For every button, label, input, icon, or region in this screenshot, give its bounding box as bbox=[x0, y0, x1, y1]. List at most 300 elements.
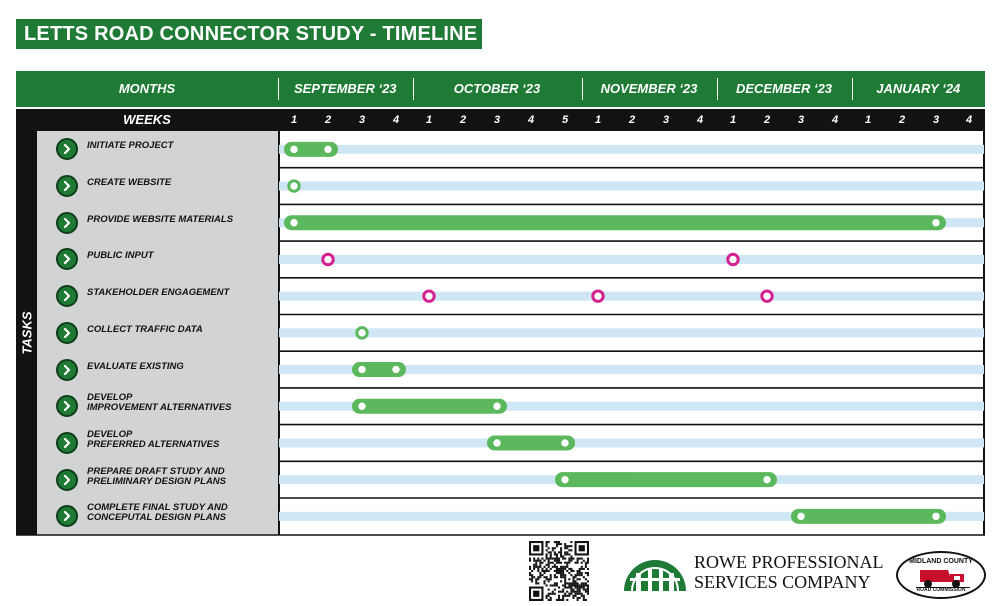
task-row bbox=[37, 315, 278, 352]
task-name bbox=[87, 251, 275, 261]
qr-module bbox=[577, 591, 579, 593]
qr-module bbox=[562, 584, 564, 586]
qr-module bbox=[535, 562, 537, 564]
qr-module bbox=[562, 595, 564, 597]
qr-module bbox=[566, 582, 568, 584]
qr-module bbox=[585, 591, 587, 593]
qr-module bbox=[583, 589, 585, 591]
qr-module bbox=[572, 589, 574, 591]
qr-code-icon bbox=[529, 541, 589, 601]
qr-module bbox=[568, 587, 570, 589]
qr-module bbox=[564, 587, 566, 589]
qr-module bbox=[587, 593, 589, 595]
task-name-line: PROVIDE WEBSITE MATERIALS bbox=[87, 213, 234, 225]
qr-module bbox=[568, 560, 570, 562]
qr-module bbox=[548, 560, 550, 562]
qr-module bbox=[558, 568, 560, 570]
qr-module bbox=[570, 591, 572, 593]
qr-module bbox=[558, 587, 560, 589]
week-label: 3 bbox=[493, 114, 501, 126]
chevron-right-icon bbox=[56, 248, 78, 270]
chevron-right-icon bbox=[56, 175, 78, 197]
chevron-right-icon bbox=[56, 395, 78, 417]
task-name-line: PREFERRED ALTERNATIVES bbox=[87, 438, 220, 450]
week-label: 2 bbox=[628, 114, 636, 126]
qr-module bbox=[572, 584, 574, 586]
qr-module bbox=[556, 576, 558, 578]
qr-module bbox=[558, 572, 560, 574]
qr-module bbox=[583, 560, 585, 562]
chevron-right-icon bbox=[56, 285, 78, 307]
month-divider bbox=[582, 78, 583, 100]
qr-module bbox=[546, 564, 548, 566]
qr-module bbox=[579, 558, 581, 560]
qr-module bbox=[554, 551, 556, 553]
qr-module bbox=[554, 560, 556, 562]
qr-module bbox=[554, 541, 556, 543]
task-name-line: PUBLIC INPUT bbox=[87, 250, 154, 262]
qr-module bbox=[548, 547, 550, 549]
qr-module bbox=[572, 576, 574, 578]
chevron-right-icon bbox=[56, 322, 78, 344]
qr-module bbox=[575, 576, 577, 578]
qr-module bbox=[568, 558, 570, 560]
qr-module bbox=[566, 595, 568, 597]
qr-module bbox=[562, 566, 564, 568]
qr-module bbox=[562, 589, 564, 591]
qr-module bbox=[554, 582, 556, 584]
qr-module bbox=[581, 582, 583, 584]
week-label: 1 bbox=[290, 114, 298, 126]
qr-module bbox=[583, 597, 585, 599]
qr-module bbox=[554, 593, 556, 595]
qr-module bbox=[546, 553, 548, 555]
page-title: LETTS ROAD CONNECTOR STUDY - TIMELINE bbox=[16, 19, 482, 49]
qr-module bbox=[535, 580, 537, 582]
qr-module bbox=[558, 570, 560, 572]
qr-module bbox=[548, 541, 550, 543]
qr-module bbox=[585, 566, 587, 568]
qr-module bbox=[572, 570, 574, 572]
qr-module bbox=[533, 576, 535, 578]
chevron-right-icon bbox=[56, 432, 78, 454]
qr-module bbox=[585, 584, 587, 586]
qr-module bbox=[543, 560, 545, 562]
qr-module bbox=[566, 545, 568, 547]
task-name-line: COLLECT TRAFFIC DATA bbox=[87, 323, 203, 335]
task-row bbox=[37, 204, 278, 241]
qr-module bbox=[575, 574, 577, 576]
qr-module bbox=[581, 587, 583, 589]
qr-module bbox=[554, 584, 556, 586]
qr-module bbox=[587, 568, 589, 570]
task-name bbox=[87, 178, 275, 188]
task-name bbox=[87, 288, 275, 298]
qr-module bbox=[585, 562, 587, 564]
week-label: 4 bbox=[831, 114, 839, 126]
qr-module bbox=[587, 580, 589, 582]
task-row bbox=[37, 241, 278, 278]
chevron-right-icon bbox=[56, 469, 78, 491]
month-label: DECEMBER ‘23 bbox=[735, 81, 833, 96]
qr-module bbox=[529, 572, 531, 574]
midland-county-logo bbox=[896, 551, 986, 599]
task-name-line: EVALUATE EXISTING bbox=[87, 360, 184, 372]
qr-module bbox=[577, 558, 579, 560]
task-name bbox=[87, 503, 275, 523]
week-label: 1 bbox=[594, 114, 602, 126]
qr-module bbox=[579, 593, 581, 595]
month-divider bbox=[413, 78, 414, 100]
qr-module bbox=[583, 576, 585, 578]
qr-module bbox=[577, 597, 579, 599]
qr-module bbox=[550, 568, 552, 570]
qr-module bbox=[564, 576, 566, 578]
qr-module bbox=[570, 570, 572, 572]
qr-module bbox=[581, 574, 583, 576]
qr-module bbox=[583, 587, 585, 589]
qr-module bbox=[558, 558, 560, 560]
qr-module bbox=[577, 578, 579, 580]
qr-module bbox=[564, 580, 566, 582]
qr-module bbox=[554, 558, 556, 560]
qr-module bbox=[556, 570, 558, 572]
qr-module bbox=[581, 572, 583, 574]
qr-module bbox=[566, 566, 568, 568]
qr-module bbox=[572, 591, 574, 593]
qr-module bbox=[566, 564, 568, 566]
task-name bbox=[87, 215, 275, 225]
qr-module bbox=[579, 589, 581, 591]
week-label: 4 bbox=[696, 114, 704, 126]
qr-module bbox=[570, 582, 572, 584]
qr-module bbox=[579, 587, 581, 589]
qr-module bbox=[579, 591, 581, 593]
qr-module bbox=[564, 595, 566, 597]
qr-module bbox=[568, 572, 570, 574]
qr-finder-core bbox=[579, 545, 585, 551]
qr-module bbox=[552, 549, 554, 551]
qr-module bbox=[537, 578, 539, 580]
qr-module bbox=[560, 547, 562, 549]
qr-module bbox=[543, 582, 545, 584]
task-row bbox=[37, 425, 278, 462]
task-name-line: PRELIMINARY DESIGN PLANS bbox=[87, 475, 227, 487]
qr-module bbox=[579, 568, 581, 570]
months-heading: MONTHS bbox=[118, 81, 176, 96]
qr-module bbox=[552, 593, 554, 595]
qr-module bbox=[550, 584, 552, 586]
qr-module bbox=[562, 555, 564, 557]
qr-module bbox=[560, 566, 562, 568]
task-name-line: DEVELOP bbox=[87, 428, 133, 440]
qr-module bbox=[541, 574, 543, 576]
qr-module bbox=[570, 574, 572, 576]
qr-module bbox=[575, 587, 577, 589]
qr-module bbox=[570, 584, 572, 586]
qr-module bbox=[564, 547, 566, 549]
qr-module bbox=[579, 570, 581, 572]
qr-module bbox=[550, 597, 552, 599]
qr-module bbox=[558, 599, 560, 601]
midland-top-text: MIDLAND COUNTY bbox=[909, 558, 973, 565]
qr-module bbox=[550, 574, 552, 576]
qr-module bbox=[562, 570, 564, 572]
qr-module bbox=[529, 568, 531, 570]
task-name bbox=[87, 430, 275, 450]
qr-module bbox=[587, 589, 589, 591]
qr-module bbox=[533, 564, 535, 566]
qr-module bbox=[533, 560, 535, 562]
qr-module bbox=[535, 582, 537, 584]
qr-module bbox=[546, 568, 548, 570]
chevron-right-icon bbox=[56, 359, 78, 381]
qr-module bbox=[539, 566, 541, 568]
qr-module bbox=[585, 589, 587, 591]
qr-module bbox=[575, 580, 577, 582]
qr-module bbox=[579, 578, 581, 580]
month-label: SEPTEMBER ‘23 bbox=[293, 81, 397, 96]
qr-module bbox=[535, 578, 537, 580]
qr-module bbox=[575, 595, 577, 597]
week-label: 2 bbox=[898, 114, 906, 126]
qr-module bbox=[556, 584, 558, 586]
qr-module bbox=[554, 553, 556, 555]
qr-module bbox=[579, 574, 581, 576]
qr-module bbox=[564, 543, 566, 545]
weeks-heading: WEEKS bbox=[123, 112, 171, 127]
qr-module bbox=[558, 562, 560, 564]
qr-module bbox=[556, 553, 558, 555]
qr-module bbox=[587, 587, 589, 589]
qr-module bbox=[546, 576, 548, 578]
qr-module bbox=[570, 568, 572, 570]
qr-module bbox=[581, 584, 583, 586]
qr-module bbox=[556, 568, 558, 570]
weeks-header bbox=[16, 109, 985, 131]
qr-module bbox=[539, 560, 541, 562]
qr-module bbox=[564, 568, 566, 570]
qr-module bbox=[575, 582, 577, 584]
qr-module bbox=[577, 593, 579, 595]
qr-module bbox=[546, 549, 548, 551]
qr-module bbox=[564, 574, 566, 576]
task-name-line: DEVELOP bbox=[87, 392, 133, 404]
qr-module bbox=[585, 599, 587, 601]
qr-module bbox=[560, 580, 562, 582]
qr-module bbox=[587, 574, 589, 576]
qr-module bbox=[548, 551, 550, 553]
qr-module bbox=[560, 562, 562, 564]
qr-module bbox=[570, 589, 572, 591]
qr-module bbox=[581, 562, 583, 564]
qr-module bbox=[556, 555, 558, 557]
qr-module bbox=[548, 580, 550, 582]
months-header bbox=[16, 71, 985, 107]
qr-module bbox=[531, 574, 533, 576]
qr-module bbox=[566, 591, 568, 593]
qr-module bbox=[554, 564, 556, 566]
qr-module bbox=[548, 564, 550, 566]
qr-module bbox=[570, 558, 572, 560]
qr-module bbox=[577, 587, 579, 589]
qr-module bbox=[572, 580, 574, 582]
qr-module bbox=[577, 572, 579, 574]
qr-module bbox=[531, 570, 533, 572]
qr-module bbox=[556, 560, 558, 562]
qr-module bbox=[570, 587, 572, 589]
qr-module bbox=[572, 597, 574, 599]
qr-module bbox=[529, 578, 531, 580]
qr-module bbox=[577, 599, 579, 601]
chevron-right-icon bbox=[56, 505, 78, 527]
qr-module bbox=[550, 558, 552, 560]
qr-module bbox=[558, 543, 560, 545]
week-label: 2 bbox=[459, 114, 467, 126]
week-label: 2 bbox=[763, 114, 771, 126]
qr-module bbox=[581, 566, 583, 568]
qr-module bbox=[552, 566, 554, 568]
qr-module bbox=[575, 591, 577, 593]
qr-module bbox=[529, 560, 531, 562]
qr-module bbox=[568, 595, 570, 597]
qr-module bbox=[554, 574, 556, 576]
qr-module bbox=[556, 541, 558, 543]
qr-module bbox=[572, 558, 574, 560]
task-name bbox=[87, 141, 275, 151]
qr-module bbox=[570, 593, 572, 595]
qr-module bbox=[550, 555, 552, 557]
qr-module bbox=[566, 587, 568, 589]
qr-module bbox=[546, 541, 548, 543]
task-name bbox=[87, 467, 275, 487]
task-row bbox=[37, 351, 278, 388]
qr-module bbox=[568, 584, 570, 586]
qr-module bbox=[558, 551, 560, 553]
month-label: OCTOBER ‘23 bbox=[453, 81, 541, 96]
qr-module bbox=[539, 572, 541, 574]
task-name-line: INITIATE PROJECT bbox=[87, 140, 174, 152]
qr-module bbox=[566, 551, 568, 553]
qr-module bbox=[572, 578, 574, 580]
qr-module bbox=[566, 570, 568, 572]
qr-module bbox=[562, 591, 564, 593]
qr-module bbox=[560, 543, 562, 545]
qr-module bbox=[550, 599, 552, 601]
task-row bbox=[37, 168, 278, 205]
qr-module bbox=[533, 568, 535, 570]
qr-module bbox=[579, 584, 581, 586]
qr-module bbox=[583, 595, 585, 597]
qr-module bbox=[558, 595, 560, 597]
qr-module bbox=[535, 560, 537, 562]
task-row bbox=[37, 388, 278, 425]
qr-module bbox=[560, 555, 562, 557]
week-label: 4 bbox=[392, 114, 400, 126]
tasks-side-label: TASKS bbox=[19, 311, 34, 355]
qr-module bbox=[537, 558, 539, 560]
qr-module bbox=[568, 553, 570, 555]
qr-module bbox=[539, 562, 541, 564]
qr-module bbox=[562, 576, 564, 578]
week-label: 3 bbox=[662, 114, 670, 126]
chevron-right-icon bbox=[56, 212, 78, 234]
qr-module bbox=[560, 599, 562, 601]
qr-module bbox=[554, 589, 556, 591]
task-list-panel bbox=[37, 131, 278, 535]
qr-module bbox=[564, 566, 566, 568]
week-label: 5 bbox=[561, 114, 569, 126]
qr-module bbox=[537, 566, 539, 568]
qr-module bbox=[550, 551, 552, 553]
qr-module bbox=[570, 549, 572, 551]
qr-module bbox=[541, 562, 543, 564]
rowe-logo-icon bbox=[622, 551, 688, 593]
qr-module bbox=[570, 560, 572, 562]
qr-module bbox=[564, 578, 566, 580]
qr-module bbox=[564, 593, 566, 595]
task-name-line: COMPLETE FINAL STUDY AND bbox=[87, 502, 228, 514]
qr-module bbox=[550, 593, 552, 595]
week-label: 3 bbox=[932, 114, 940, 126]
qr-module bbox=[548, 589, 550, 591]
midland-bottom-text: ROAD COMMISSION bbox=[916, 587, 966, 593]
qr-module bbox=[564, 582, 566, 584]
qr-module bbox=[552, 547, 554, 549]
qr-module bbox=[585, 578, 587, 580]
qr-module bbox=[577, 562, 579, 564]
qr-module bbox=[566, 562, 568, 564]
qr-module bbox=[537, 582, 539, 584]
qr-module bbox=[556, 543, 558, 545]
tasks-side-bar bbox=[16, 131, 37, 535]
qr-module bbox=[564, 558, 566, 560]
rowe-line-1: ROWE PROFESSIONAL bbox=[694, 552, 884, 572]
qr-module bbox=[558, 541, 560, 543]
qr-module bbox=[570, 545, 572, 547]
task-name-line: CREATE WEBSITE bbox=[87, 177, 172, 189]
qr-module bbox=[541, 568, 543, 570]
qr-module bbox=[546, 597, 548, 599]
qr-module bbox=[577, 574, 579, 576]
qr-module bbox=[546, 545, 548, 547]
qr-module bbox=[583, 582, 585, 584]
qr-module bbox=[568, 549, 570, 551]
qr-module bbox=[552, 562, 554, 564]
qr-module bbox=[560, 572, 562, 574]
task-name bbox=[87, 393, 275, 413]
qr-module bbox=[585, 582, 587, 584]
qr-module bbox=[554, 570, 556, 572]
qr-module bbox=[554, 547, 556, 549]
task-row bbox=[37, 131, 278, 168]
month-label: NOVEMBER ‘23 bbox=[600, 81, 698, 96]
qr-module bbox=[572, 582, 574, 584]
qr-module bbox=[550, 553, 552, 555]
qr-module bbox=[585, 572, 587, 574]
qr-module bbox=[587, 591, 589, 593]
qr-module bbox=[550, 576, 552, 578]
week-label: 1 bbox=[864, 114, 872, 126]
qr-module bbox=[577, 582, 579, 584]
task-row bbox=[37, 461, 278, 498]
qr-module bbox=[550, 578, 552, 580]
qr-module bbox=[548, 562, 550, 564]
qr-module bbox=[564, 584, 566, 586]
qr-module bbox=[558, 560, 560, 562]
qr-module bbox=[535, 564, 537, 566]
qr-module bbox=[558, 591, 560, 593]
